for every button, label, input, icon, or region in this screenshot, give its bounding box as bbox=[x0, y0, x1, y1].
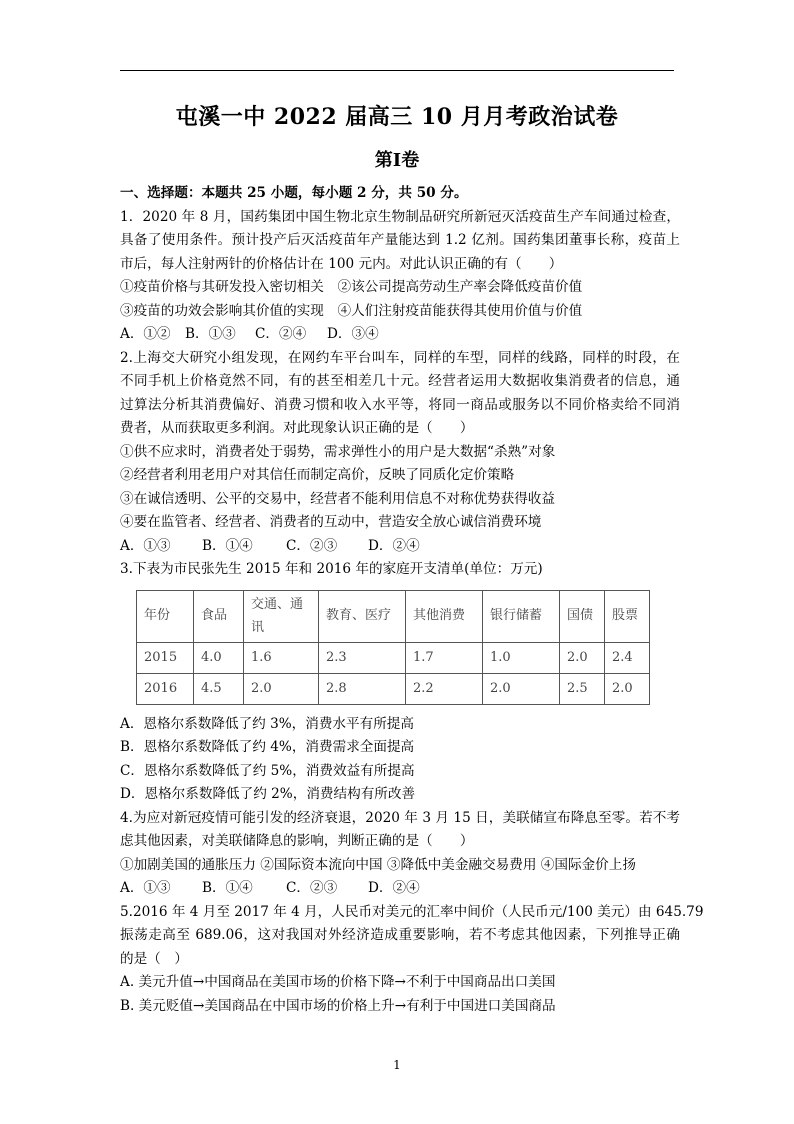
question-2-line: 过算法分析其消费偏好、消费习惯和收入水平等，将同一商品或服务以不同价格卖给不同消 bbox=[120, 396, 680, 413]
option-d: D．③④ bbox=[327, 326, 379, 342]
question-3-option-d: D．恩格尔系数降低了约 2%，消费结构有所改善 bbox=[120, 786, 416, 802]
table-cell: 2.4 bbox=[605, 642, 650, 673]
question-4-statement: ①加剧美国的通胀压力 ②国际资本流向中国 ③降低中美金融交易费用 ④国际金价上扬 bbox=[120, 856, 636, 873]
question-3-option-a: A．恩格尔系数降低了约 3%，消费水平有所提高 bbox=[120, 715, 414, 732]
table-header-cell: 股票 bbox=[605, 590, 650, 642]
question-2-statement: ③在诚信透明、公平的交易中，经营者不能利用信息不对称优势获得收益 bbox=[120, 490, 555, 507]
table-header-cell: 国债 bbox=[560, 590, 605, 642]
question-4-line: 4.为应对新冠疫情可能引发的经济衰退，2020 年 3 月 15 日，美联储宣布降息至零。若不考 bbox=[120, 809, 680, 826]
header-rule bbox=[120, 70, 674, 71]
question-3-option-c: C．恩格尔系数降低了约 5%，消费效益有所提高 bbox=[120, 762, 415, 779]
volume-title: 第Ⅰ卷 bbox=[374, 150, 420, 171]
question-5-line: 5.2016 年 4 月至 2017 年 4 月，人民币对美元的汇率中间价（人民币元/100 美元）由 645.79 bbox=[120, 903, 704, 920]
question-1-statement: ③疫苗的功效会影响其价值的实现 ④人们注射疫苗能获得其使用价值与价值 bbox=[120, 302, 583, 319]
table-cell: 2.0 bbox=[483, 673, 560, 704]
table-cell: 4.0 bbox=[194, 642, 244, 673]
question-2-line: 不同手机上价格竟然不同，有的甚至相差几十元。经营者运用大数据收集消费者的信息，通 bbox=[120, 373, 680, 389]
section-heading: 一、选择题：本题共 25 小题，每小题 2 分，共 50 分。 bbox=[120, 185, 468, 201]
question-2-statement: ①供不应求时，消费者处于弱势，需求弹性小的用户是大数据“杀熟”对象 bbox=[120, 443, 556, 460]
question-3-stem: 3.下表为市民张先生 2015 年和 2016 年的家庭开支清单(单位：万元) bbox=[120, 561, 543, 577]
table-cell: 4.5 bbox=[194, 673, 244, 704]
table-cell: 2.0 bbox=[244, 673, 319, 704]
table-row bbox=[137, 642, 650, 673]
table-header-cell: 教育、医疗 bbox=[319, 590, 406, 642]
option-a: A．①② bbox=[120, 326, 171, 342]
question-1-statement: ①疫苗价格与其研发投入密切相关 ②该公司提高劳动生产率会降低疫苗价值 bbox=[120, 279, 583, 295]
table-header-cell: 交通、通讯 bbox=[244, 590, 319, 642]
question-2-statement: ④要在监管者、经营者、消费者的互动中，营造安全放心诚信消费环境 bbox=[120, 514, 542, 530]
question-2-line: 2.上海交大研究小组发现，在网约车平台叫车，同样的车型，同样的线路，同样的时段，在 bbox=[120, 349, 680, 366]
question-1-line: 具备了使用条件。预计投产后灭活疫苗年产量能达到 1.2 亿剂。国药集团董事长称，疫苗上 bbox=[120, 232, 680, 248]
question-5-option-b: B. 美元贬值→美国商品在中国市场的价格上升→有利于中国进口美国商品 bbox=[120, 997, 556, 1014]
option-b: B．①④ bbox=[202, 880, 253, 896]
table-row bbox=[137, 673, 650, 704]
question-2-statement: ②经营者利用老用户对其信任而制定高价，反映了同质化定价策略 bbox=[120, 467, 515, 483]
exam-body bbox=[120, 182, 704, 1018]
table-header-cell: 年份 bbox=[137, 590, 194, 642]
option-d: D．②④ bbox=[368, 880, 420, 896]
option-b: B．①④ bbox=[202, 537, 253, 554]
question-3 bbox=[120, 558, 680, 807]
question-4 bbox=[120, 807, 680, 901]
table-cell: 2.8 bbox=[319, 673, 406, 704]
question-1-options bbox=[120, 323, 680, 347]
question-4-line: 虑其他因素，对美联储降息的影响，判断正确的是（ ） bbox=[120, 833, 474, 849]
table-cell: 2.3 bbox=[319, 642, 406, 673]
option-c: C．②③ bbox=[286, 537, 338, 554]
page-number: 1 bbox=[393, 1058, 401, 1072]
question-2-options bbox=[120, 535, 680, 559]
question-2-line: 费者，从而获取更多利润。对此现象认识正确的是（ ） bbox=[120, 420, 474, 436]
table-cell: 1.0 bbox=[483, 642, 560, 673]
option-c: C．②③ bbox=[286, 880, 338, 896]
table-header-cell: 银行储蓄 bbox=[483, 590, 560, 642]
option-a: A．①③ bbox=[120, 880, 171, 896]
table-cell: 2.2 bbox=[406, 673, 483, 704]
table-cell: 2.0 bbox=[560, 642, 605, 673]
table-header-cell: 食品 bbox=[194, 590, 244, 642]
question-5-line: 的是（ ） bbox=[120, 950, 188, 967]
question-3-option-b: B．恩格尔系数降低了约 4%，消费需求全面提高 bbox=[120, 739, 415, 755]
option-a: A．①③ bbox=[120, 537, 171, 554]
option-b: B．①③ bbox=[185, 326, 236, 342]
question-2 bbox=[120, 347, 680, 559]
table-cell: 2016 bbox=[137, 673, 194, 704]
table-cell: 1.6 bbox=[244, 642, 319, 673]
question-5-line: 振荡走高至 689.06，这对我国对外经济造成重要影响，若不考虑其他因素，下列推导正确 bbox=[120, 927, 680, 943]
option-d: D．②④ bbox=[368, 537, 420, 554]
question-4-options bbox=[120, 877, 680, 901]
question-5 bbox=[120, 901, 704, 1019]
table-cell: 2.5 bbox=[560, 673, 605, 704]
question-1-line: 1．2020 年 8 月，国药集团中国生物北京生物制品研究所新冠灭活疫苗生产车间通过检查， bbox=[120, 208, 680, 225]
question-1 bbox=[120, 206, 680, 347]
table-cell: 2.0 bbox=[605, 673, 650, 704]
table-header-cell: 其他消费 bbox=[406, 590, 483, 642]
option-c: C．②④ bbox=[255, 326, 307, 342]
table-cell: 1.7 bbox=[406, 642, 483, 673]
question-5-option-a: A. 美元升值→中国商品在美国市场的价格下降→不利于中国商品出口美国 bbox=[120, 974, 556, 990]
exam-title: 屯溪一中 2022 届高三 10 月月考政治试卷 bbox=[175, 104, 619, 130]
question-1-line: 市后，每人注射两针的价格估计在 100 元内。对此认识正确的有（ ） bbox=[120, 255, 563, 272]
table-cell: 2015 bbox=[137, 642, 194, 673]
table-header-row bbox=[137, 590, 650, 642]
expense-table bbox=[136, 590, 650, 705]
